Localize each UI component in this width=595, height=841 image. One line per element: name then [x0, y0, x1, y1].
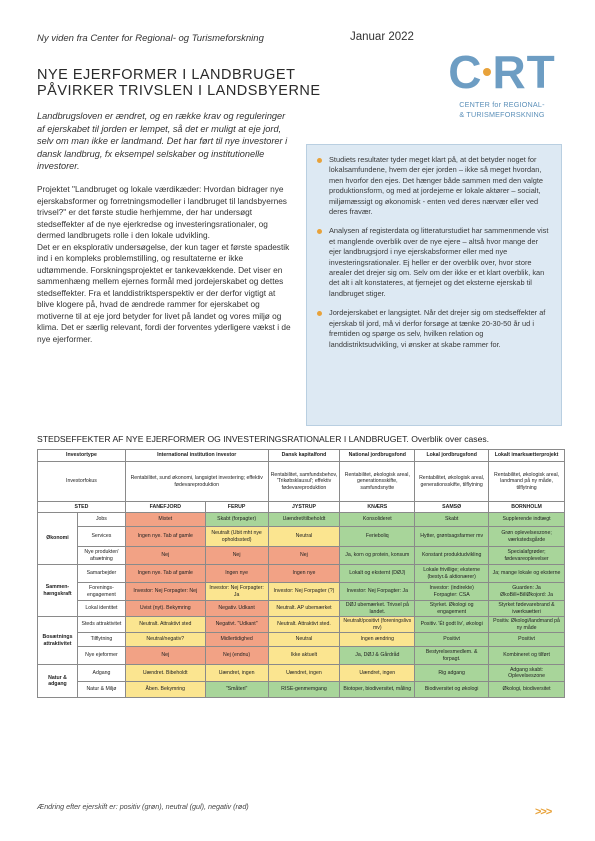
finding-text: Studiets resultater tyder meget klart på, at det betyder noget for lokalsamfundene, hvem der ejer jorden – ikke så meget hvordan, men hvorfor den ejes. Det hænger både sammen med den valgte produktionsform, og med at jordejerne er lokale aktører – socialt, miljømæssigt og økonomisk - enten ved deres nærvær eller ved deres fravær. [329, 155, 544, 217]
effect-cell: Lokalt og eksternt (DØJ) [340, 565, 415, 583]
effect-cell: Investor: Nej Forpagter: Ja [205, 583, 268, 601]
effect-cell: Investor: (indirekte) Forpagter: CSA [415, 583, 489, 601]
group-label: Natur & adgang [38, 665, 78, 698]
effect-cell: Negativ. Udkant [205, 601, 268, 617]
logo-subtitle-1: CENTER for REGIONAL- [459, 100, 545, 109]
place-cell: SAMSØ [415, 502, 489, 513]
effect-row [38, 565, 565, 583]
effect-row [38, 583, 565, 601]
group-label: Økonomi [38, 513, 78, 565]
indicator-label: Natur & Miljø [77, 682, 125, 698]
effect-cell: Nej [268, 547, 340, 565]
effect-cell: Negativt. "Udkant" [205, 617, 268, 633]
effect-cell: Ingen ændring [340, 633, 415, 647]
effect-cell: Mistet [125, 513, 205, 527]
effect-cell: RISE-genmemgang [268, 682, 340, 698]
crt-logo [440, 46, 564, 129]
effect-cell: Ingen nye. Tab af gamle [125, 565, 205, 583]
logo-wordmark [440, 45, 564, 99]
investortype-row [38, 450, 565, 462]
title-line-2: PÅVIRKER TRIVSLEN I LANDSBYERNE [37, 83, 321, 99]
effect-cell: Uændret. Bibeholdt [125, 665, 205, 682]
effect-cell: Skabt (forpagter) [205, 513, 268, 527]
effect-cell: Investor: Nej Forpagter: Nej [125, 583, 205, 601]
indicator-label: Jobs [77, 513, 125, 527]
effect-cell: "Småteri" [205, 682, 268, 698]
indicator-label: Adgang [77, 665, 125, 682]
effect-cell: Neutralt. Attraktivt sted. [268, 617, 340, 633]
finding-item [317, 155, 551, 217]
effect-cell: Lokale frivillige; eksterne (bestyr.& aktionærer) [415, 565, 489, 583]
place-cell: BORNHOLM [489, 502, 565, 513]
group-label: Bosætnings attraktivitet [38, 617, 78, 665]
title-line-1: NYE EJERFORMER I LANDBRUGET [37, 67, 296, 83]
effect-cell: Ja, DØJ & Gårdråd [340, 647, 415, 665]
effect-cell: Ikke aktuelt [268, 647, 340, 665]
effect-row [38, 633, 565, 647]
effect-cell: Uvist (nyt). Bekymring [125, 601, 205, 617]
investortype-label: Investortype [38, 450, 126, 462]
investortype-cell: Lokal jordbrugsfond [415, 450, 489, 462]
body-text [37, 184, 293, 345]
indicator-label: Services [77, 527, 125, 547]
logo-dot-icon [483, 68, 491, 76]
body-paragraph-1: Projektet "Landbruget og lokale værdikæder: Hvordan bidrager nye ejerskabsformer og forretningsmodeller i landbruget til landsbyernes trivsel?" er det første studie herhjemme, der har undersøgt stedseffekter af de nye ejerkredse og investeringsrationaler, og dermed landbrugets rolle i den lokale udvikling. [37, 184, 287, 240]
effect-cell: Investor: Nej Forpagter: Ja [340, 583, 415, 601]
investortype-cell: National jordbrugsfond [340, 450, 415, 462]
effect-cell: Positivt [415, 633, 489, 647]
place-cell: FERUP [205, 502, 268, 513]
header-tagline: Ny viden fra Center for Regional- og Turismeforskning [37, 33, 264, 44]
effect-cell: Bestyrelsesmedlem. & forpagt. [415, 647, 489, 665]
investorfocus-cell: Rentabilitet, sund økonomi, langsigtet investering; effektiv fødevareproduktion [125, 462, 268, 502]
effect-cell: Ja, korn og protein, konsum [340, 547, 415, 565]
effect-cell: Konstant produktudvikling [415, 547, 489, 565]
effect-cell: Adgang skabt: Oplevelseszone [489, 665, 565, 682]
effect-cell: Hytter, grøntsagsfarmer mv [415, 527, 489, 547]
effect-cell: Investor: Nej Forpagter (?) [268, 583, 340, 601]
indicator-label: Forenings-engagement [77, 583, 125, 601]
investortype-cell: Dansk kapitalfond [268, 450, 340, 462]
finding-item [317, 308, 551, 350]
effect-cell: Styrket. Økologi og engagement [415, 601, 489, 617]
effect-cell: Nej [205, 547, 268, 565]
effect-cell: Rig adgang [415, 665, 489, 682]
effect-cell: Nej [125, 647, 205, 665]
effect-cell: Neutralt. Attraktivt sted [125, 617, 205, 633]
article-title [37, 67, 337, 99]
key-findings-box [306, 144, 562, 426]
effect-cell: Åben. Bekymring [125, 682, 205, 698]
bullet-icon [317, 311, 322, 316]
effect-cell: Biotoper, biodiversitet, måling [340, 682, 415, 698]
indicator-label: Lokal identitet [77, 601, 125, 617]
effect-cell: Ingen nye [205, 565, 268, 583]
next-page-arrows[interactable]: >>> [535, 806, 552, 818]
effect-row [38, 617, 565, 633]
effect-cell: Neutral [268, 527, 340, 547]
place-cell: KNÆRS [340, 502, 415, 513]
effect-cell: Nej (endnu) [205, 647, 268, 665]
logo-letters-rt: RT [492, 46, 556, 98]
indicator-label: Steds attraktivitet [77, 617, 125, 633]
table-title-main: STEDSEFFEKTER AF NYE EJERFORMER OG INVESTERINGSRATIONALER I LANDBRUGET. [37, 434, 409, 444]
investorfocus-label: Investorfokus [38, 462, 126, 502]
effect-cell: Konsolideret [340, 513, 415, 527]
effect-cell: DØJ ubemærket. Trivsel på landet. [340, 601, 415, 617]
effect-cell: Ingen nye. Tab af gamle [125, 527, 205, 547]
effect-cell: Styrket fødevarebrand & iværksætteri [489, 601, 565, 617]
header-date: Januar 2022 [350, 31, 414, 43]
place-row [38, 502, 565, 513]
effect-row [38, 527, 565, 547]
investortype-cell: International institution investor [125, 450, 268, 462]
investorfocus-cell: Rentabilitet, økologisk areal, generationsskifte, samfundsnytte [340, 462, 415, 502]
effect-cell: Neutralt. AP ubemærket [268, 601, 340, 617]
bullet-icon [317, 158, 322, 163]
indicator-label: Nye ejeformer [77, 647, 125, 665]
effect-cell: Uændret, ingen [268, 665, 340, 682]
investortype-cell: Lokalt imarksætterprojekt [489, 450, 565, 462]
effect-cell: Positiv. 'Ét godt liv', økologi [415, 617, 489, 633]
effect-cell: Økologi, biodiversitet [489, 682, 565, 698]
finding-text: Jordejerskabet er langsigtet. Når det drejer sig om stedseffekter af ejerskab til jord, må vi derfor forsøge at tænke 20-30-50 år ud i fremtiden og spørge os selv, hvilken relation og landdistriktsudvikling, vi ønsker at skabe rammer for. [329, 308, 546, 349]
investorfocus-row [38, 462, 565, 502]
effect-cell: Neutral [268, 633, 340, 647]
effect-cell: Kombineret og tilført [489, 647, 565, 665]
effect-cell: Ja; mange lokale og eksterne [489, 565, 565, 583]
effect-cell: Positivt [489, 633, 565, 647]
effect-cell: Uændret, ingen [340, 665, 415, 682]
effect-cell: Ferieboliq [340, 527, 415, 547]
effect-cell: Uændret, ingen [205, 665, 268, 682]
indicator-label: Samarbejder [77, 565, 125, 583]
body-paragraph-2: Det er en eksplorativ undersøgelse, der kun tager et første spadestik ind i en kompleks problemstilling, og resultaterne er ikke udtømmende. Forskningsprojektet er tankevækkende. Det viser en sammenhæng mellem ejernes formål med jordejerskabet og dettes stedseffekter. Fra et landdistriktsperspektiv er der derfor vigtigt at blive klogere på, hvad de ændrede rammer for ejerskabet og motiverne til at eje jord betyder for livet på landet og vores miljø og klima. Det er særlig relevant, fordi der forventes yderligere vækst i de nye ejerformer. [37, 241, 291, 344]
logo-subtitle-2: & TURISMEFORSKNING [459, 110, 545, 119]
effect-row [38, 647, 565, 665]
effect-cell: Neutralt (Ubit mht nye opholdssted) [205, 527, 268, 547]
color-legend-note: Ændring efter ejerskift er: positiv (grøn), neutral (gul), negativ (rød) [37, 802, 249, 811]
table-title-sub: Overblik over cases. [408, 434, 490, 444]
effect-row [38, 601, 565, 617]
place-cell: FANEFJORD [125, 502, 205, 513]
effect-cell: Specialafgrøder; fødevareoplevelser [489, 547, 565, 565]
effect-cell: Positiv. Økologi/landmand på ny måde [489, 617, 565, 633]
investorfocus-cell: Rentabilitet, økologisk areal, generationsskifte, tilflytning [415, 462, 489, 502]
group-label: Sammen-hængskraft [38, 565, 78, 617]
effect-row [38, 665, 565, 682]
investorfocus-cell: Rentabilitet, samfundsbehov, 'Trikøbsklausul'; effektiv fødevareproduktion [268, 462, 340, 502]
bullet-icon [317, 229, 322, 234]
finding-item [317, 226, 551, 299]
effect-row [38, 682, 565, 698]
effect-cell: Grøn oplevelseszone; værkstedsgårde [489, 527, 565, 547]
effect-cell: Uændret/tilbehoIdt [268, 513, 340, 527]
effect-cell: Ingen nye [268, 565, 340, 583]
place-cell: JYSTRUP [268, 502, 340, 513]
effect-cell: Supplerende indtægt [489, 513, 565, 527]
effect-cell: Nej [125, 547, 205, 565]
indicator-label: Tilflytning [77, 633, 125, 647]
investorfocus-cell: Rentabilitet, økologisk areal, landmand på ny måde, tilflytning [489, 462, 565, 502]
effect-cell: Guarden: Ja ØkoBill+BillØkojord: Ja [489, 583, 565, 601]
effect-cell: Midlertidighed [205, 633, 268, 647]
effect-row [38, 547, 565, 565]
finding-text: Analysen af registerdata og litteraturstudiet har sammenmende vist et manglende overblik over de nye ejere – altså hvor mange der ejer landbrugsjord i nye ejerskabsformer eller med nye investeringsrationaler. Ej heller er der overblik over, hvor store arealer det drejer sig om. Selv om der ikke er et klart overblik, kan det alt i alt konstateres, at fjernejet og det eksterne ejerskab til landbruget stiger. [329, 226, 549, 298]
effect-row [38, 513, 565, 527]
sted-label: STED [38, 502, 126, 513]
effect-cell: Neutral/negativ? [125, 633, 205, 647]
case-overview-table [37, 449, 565, 698]
effect-cell: Neutralt/positivt (foreningslivs mv) [340, 617, 415, 633]
logo-letter-c: C [448, 46, 483, 98]
lead-paragraph: Landbrugsloven er ændret, og en række krav og reguleringer af ejerskabet til jorden er lempet, så det er muligt at eje jord, selv om man ikke er landmand. Det har ført til nye investorer i dansk landbrug, fx eksempel selskaber og institutionelle investorer. [37, 111, 288, 172]
indicator-label: Nye produkter/ afsætning [77, 547, 125, 565]
table-title [37, 434, 567, 444]
effect-cell: Skabt [415, 513, 489, 527]
effect-cell: Biodiversitet og økologi [415, 682, 489, 698]
